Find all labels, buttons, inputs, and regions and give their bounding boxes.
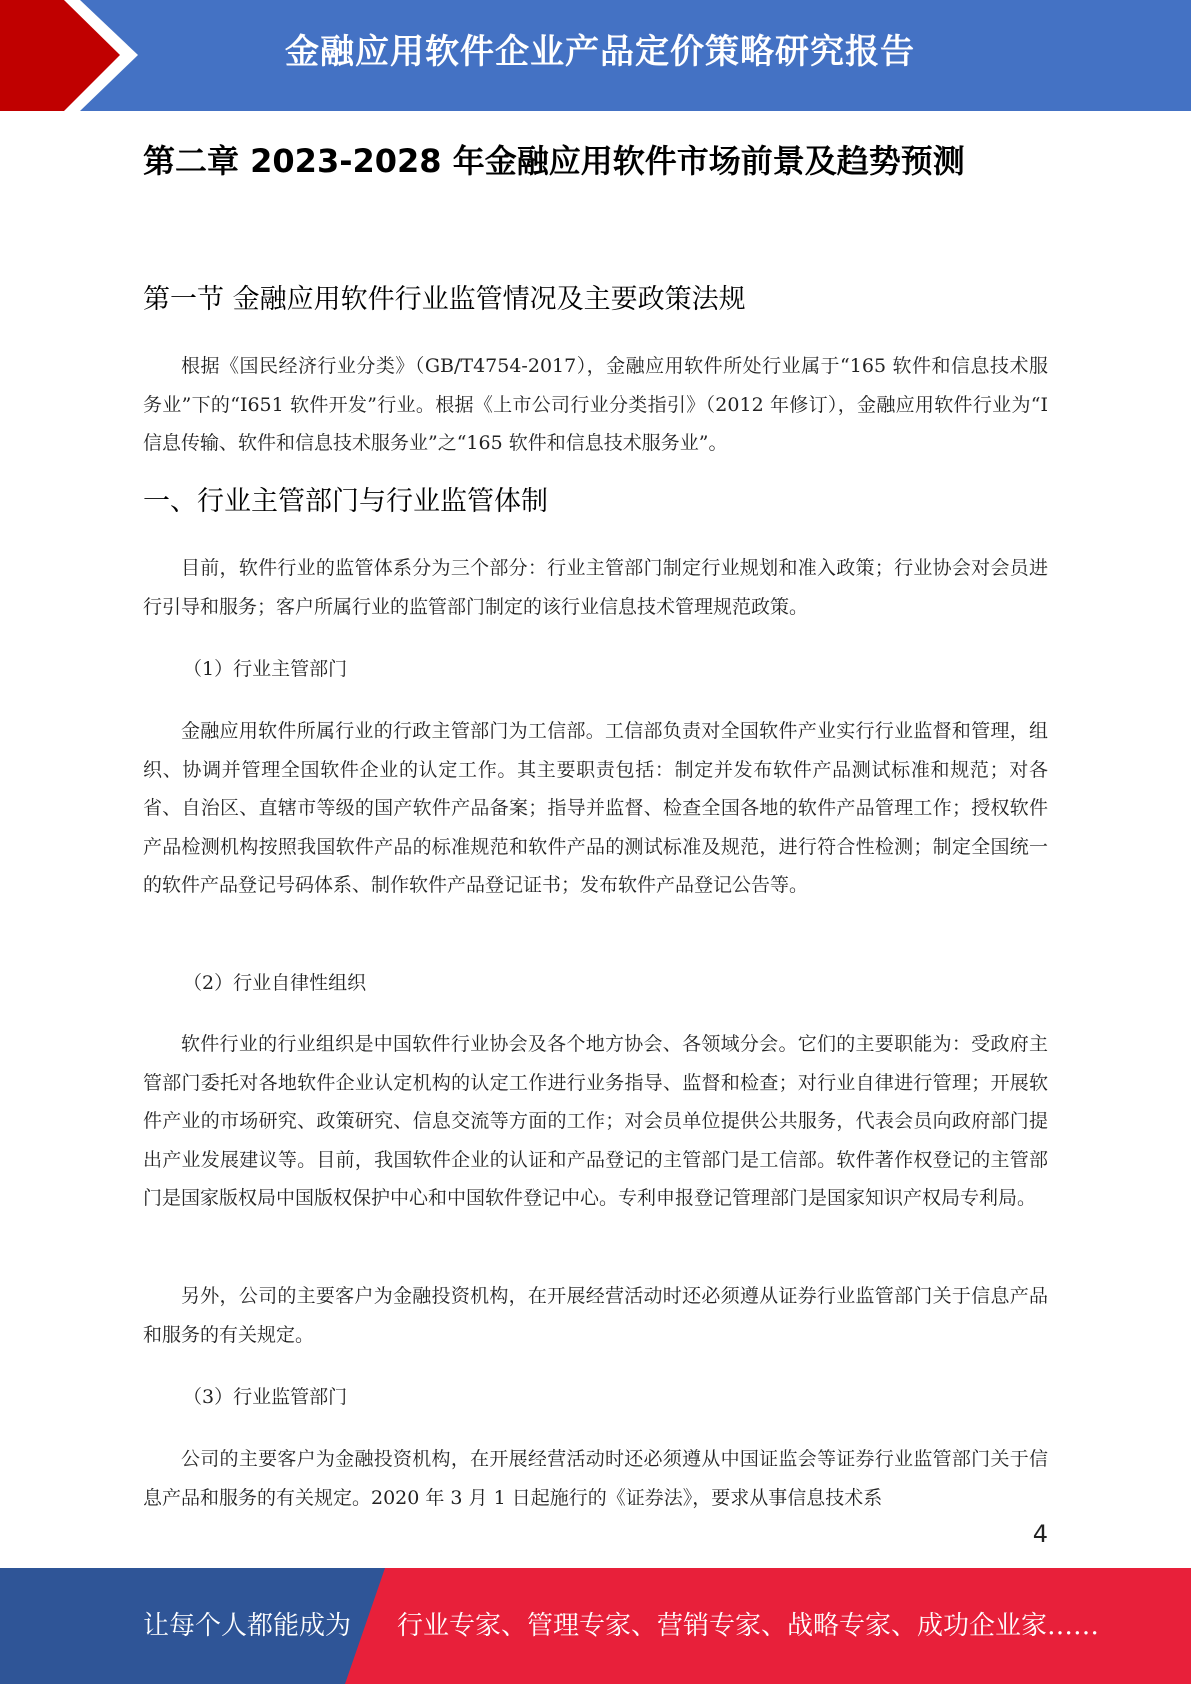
page-footer-banner [0,1568,1191,1684]
footer-slogan-right: 行业专家、管理专家、营销专家、战略专家、成功企业家…… [397,1611,1100,1641]
header-arrow-decoration [0,0,160,111]
subsection-title: 一、行业主管部门与行业监管体制 [143,486,548,517]
paragraph-regulator: 公司的主要客户为金融投资机构，在开展经营活动时还必须遵从中国证监会等证券行业监管部门关于信息产品和服务的有关规定。2020 年 3 月 1 日起施行的《证券法》，要求从事信息技术系 [143,1448,1048,1509]
report-title: 金融应用软件企业产品定价策略研究报告 [285,32,915,72]
paragraph-competent-dept: 金融应用软件所属行业的行政主管部门为工信部。工信部负责对全国软件产业实行行业监督和管理，组织、协调并管理全国软件企业的认定工作。其主要职责包括：制定并发布软件产品测试标准和规范；对各省、自治区、直辖市等级的国产软件产品备案；指导并监督、检查全国各地的软件产品管理工作；授权软件产品检测机构按照我国软件产品的标准规范和软件产品的测试标准及规范，进行符合性检测；制定全国统一的软件产品登记号码体系、制作软件产品登记证书；发布软件产品登记公告等。 [143,720,1048,896]
paragraph-self-regulatory: 软件行业的行业组织是中国软件行业协会及各个地方协会、各领域分会。它们的主要职能为：受政府主管部门委托对各地软件企业认定机构的认定工作进行业务指导、监督和检查；对行业自律进行管理；开展软件产业的市场研究、政策研究、信息交流等方面的工作；对会员单位提供公共服务，代表会员向政府部门提出产业发展建议等。目前，我国软件企业的认证和产品登记的主管部门是工信部。软件著作权登记的主管部门是国家版权局中国版权保护中心和中国软件登记中心。专利申报登记管理部门是国家知识产权局专利局。 [143,1033,1048,1209]
paragraph-additional-rules: 另外，公司的主要客户为金融投资机构，在开展经营活动时还必须遵从证券行业监管部门关于信息产品和服务的有关规定。 [143,1285,1048,1346]
section-title: 第一节 金融应用软件行业监管情况及主要政策法规 [143,284,746,315]
chapter-title: 第二章 2023-2028 年金融应用软件市场前景及趋势预测 [143,142,965,180]
item-label-regulator: （3）行业监管部门 [183,1386,348,1408]
page-header-banner [0,0,1191,111]
page-number: 4 [1032,1520,1048,1548]
intro-paragraph: 根据《国民经济行业分类》（GB/T4754-2017），金融应用软件所处行业属于“165 软件和信息技术服务业”下的“I651 软件开发”行业。根据《上市公司行业分类指引》（2012 年修订），金融应用软件行业为“I 信息传输、软件和信息技术服务业”之“165 软件和信息技术服务业”。 [143,355,1048,454]
item-label-competent-dept: （1）行业主管部门 [183,658,348,680]
footer-slogan-left: 让每个人都能成为 [143,1611,352,1641]
item-label-self-regulatory: （2）行业自律性组织 [183,972,367,994]
overview-paragraph: 目前，软件行业的监管体系分为三个部分：行业主管部门制定行业规划和准入政策；行业协会对会员进行引导和服务；客户所属行业的监管部门制定的该行业信息技术管理规范政策。 [143,557,1048,618]
